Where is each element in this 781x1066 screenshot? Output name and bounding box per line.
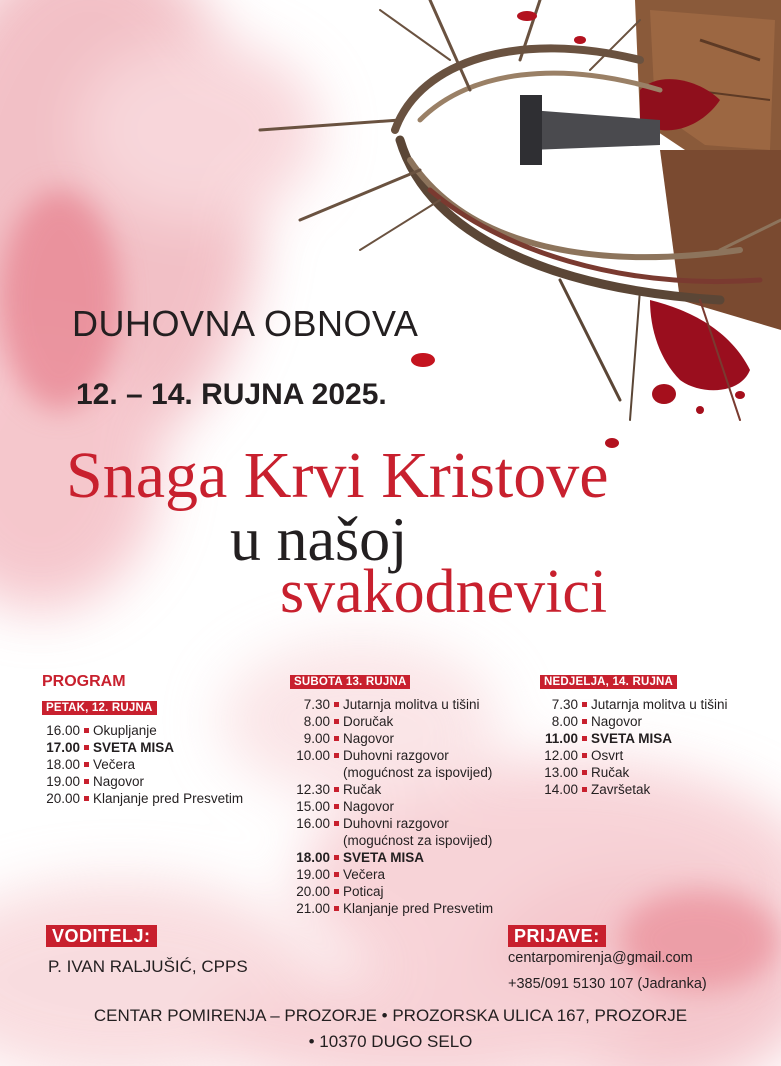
schedule-row [290,815,493,832]
schedule-row [42,739,243,756]
schedule-time: 17.00 [46,740,80,755]
schedule-row [42,722,243,739]
day-label: NEDJELJA, 14. RUJNA [540,675,677,689]
schedule-activity: Večera [343,867,386,882]
footer-address-line-1: CENTAR POMIRENJA – PROZORJE • PROZORSKA ULICA 167, PROZORJE [93,1006,688,1025]
schedule-row [540,730,728,747]
schedule-activity: Ručak [343,782,382,797]
schedule-row [290,849,493,866]
bullet-square-icon [334,821,339,826]
bullet-square-icon [84,796,89,801]
schedule-day-3 [540,672,728,798]
schedule-row [290,713,493,730]
schedule-row [290,747,493,764]
schedule-row-continuation [290,764,493,781]
schedule-row [540,713,728,730]
registration-section [508,926,606,947]
schedule-activity: Ručak [591,765,630,780]
schedule-row [42,773,243,790]
bullet-square-icon [582,787,587,792]
program-heading: PROGRAM [42,673,126,690]
schedule-time: 13.00 [544,765,578,780]
registration-email[interactable]: centarpomirenja@gmail.com [508,950,693,966]
schedule-activity: Klanjanje pred Presvetim [343,901,494,916]
footer-address-line-2: • 10370 DUGO SELO [308,1032,473,1051]
schedule-day-2 [290,672,493,917]
schedule-time: 19.00 [46,774,80,789]
schedule-time: 20.00 [296,884,330,899]
bullet-square-icon [334,804,339,809]
schedule-time: 16.00 [46,723,80,738]
schedule-list [42,722,243,807]
schedule-time: 18.00 [296,850,330,865]
bullet-square-icon [84,728,89,733]
schedule-time: 15.00 [296,799,330,814]
bullet-square-icon [582,736,587,741]
schedule-activity: Nagovor [343,799,395,814]
schedule-activity: SVETA MISA [591,731,673,746]
bullet-square-icon [84,745,89,750]
bullet-square-icon [582,753,587,758]
schedule-time: 19.00 [296,867,330,882]
schedule-row [42,756,243,773]
schedule-activity-note: (mogućnost za ispovijed) [343,765,493,780]
schedule-row-continuation [290,832,493,849]
schedule-time: 21.00 [296,901,330,916]
bullet-square-icon [334,855,339,860]
registration-phone[interactable]: +385/091 5130 107 (Jadranka) [508,976,707,992]
schedule-activity-note: (mogućnost za ispovijed) [343,833,493,848]
schedule-activity: Završetak [591,782,651,797]
bullet-square-icon [334,719,339,724]
schedule-row [540,781,728,798]
schedule-time: 9.00 [303,731,330,746]
bullet-square-icon [582,719,587,724]
bullet-square-icon [582,702,587,707]
schedule-activity: Nagovor [93,774,145,789]
bullet-square-icon [334,736,339,741]
bullet-square-icon [334,753,339,758]
schedule-row [290,781,493,798]
schedule-row [290,696,493,713]
schedule-activity: SVETA MISA [343,850,425,865]
title-line-2: u našoj [230,506,408,574]
schedule-day-1 [42,698,243,807]
schedule-row [290,798,493,815]
registration-label: PRIJAVE: [508,925,606,947]
day-label: PETAK, 12. RUJNA [42,701,157,715]
schedule-row [290,866,493,883]
schedule-activity: Večera [93,757,136,772]
schedule-row [290,730,493,747]
title-line-1: Snaga Krvi Kristove [66,439,609,512]
bullet-square-icon [334,702,339,707]
leader-name: P. IVAN RALJUŠIĆ, CPPS [48,957,248,976]
bullet-square-icon [334,872,339,877]
leader-section [46,926,157,947]
schedule-activity: Klanjanje pred Presvetim [93,791,244,806]
schedule-activity: Jutarnja molitva u tišini [591,697,728,712]
schedule-list [290,696,493,917]
schedule-row [540,696,728,713]
schedule-activity: Poticaj [343,884,384,899]
event-subtitle: DUHOVNA OBNOVA [72,303,419,344]
schedule-time: 12.30 [296,782,330,797]
schedule-list [540,696,728,798]
schedule-row [290,900,493,917]
title-line-3: svakodnevici [280,558,608,626]
bullet-square-icon [84,762,89,767]
bullet-square-icon [334,787,339,792]
schedule-time: 8.00 [303,714,330,729]
schedule-time: 20.00 [46,791,80,806]
schedule-time: 10.00 [296,748,330,763]
bullet-square-icon [334,906,339,911]
day-label: SUBOTA 13. RUJNA [290,675,410,689]
schedule-activity: Duhovni razgovor [343,748,449,763]
bullet-square-icon [334,889,339,894]
schedule-row [540,764,728,781]
schedule-activity: Okupljanje [93,723,157,738]
schedule-activity: Nagovor [343,731,395,746]
schedule-activity: Duhovni razgovor [343,816,449,831]
schedule-time: 7.30 [551,697,578,712]
schedule-time: 12.00 [544,748,578,763]
schedule-time: 16.00 [296,816,330,831]
schedule-activity: SVETA MISA [93,740,175,755]
schedule-time: 7.30 [303,697,330,712]
bullet-square-icon [84,779,89,784]
leader-label: VODITELJ: [46,925,157,947]
event-dates: 12. – 14. RUJNA 2025. [76,378,387,411]
schedule-activity: Osvrt [591,748,624,763]
schedule-row [540,747,728,764]
schedule-time: 14.00 [544,782,578,797]
bullet-square-icon [582,770,587,775]
schedule-row [290,883,493,900]
schedule-time: 18.00 [46,757,80,772]
schedule-time: 8.00 [551,714,578,729]
schedule-row [42,790,243,807]
schedule-time: 11.00 [544,731,578,746]
schedule-activity: Nagovor [591,714,643,729]
schedule-activity: Doručak [343,714,394,729]
schedule-activity: Jutarnja molitva u tišini [343,697,480,712]
